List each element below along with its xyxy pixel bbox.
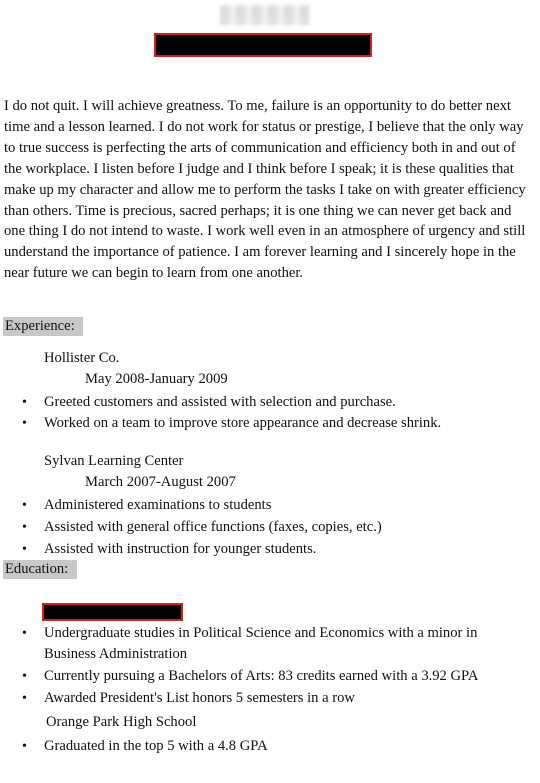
bullet-text: Administered examinations to students xyxy=(44,497,272,513)
school-name: Orange Park High School xyxy=(46,714,197,730)
blurred-name xyxy=(220,5,310,25)
employment-dates: March 2007-August 2007 xyxy=(85,474,236,490)
bullet-icon: • xyxy=(22,739,27,754)
bullet-text: Greeted customers and assisted with selection and purchase. xyxy=(44,394,396,410)
company-name: Sylvan Learning Center xyxy=(44,453,184,469)
list-item xyxy=(22,666,532,687)
bullet-icon: • xyxy=(22,542,27,557)
redacted-contact-bar xyxy=(154,33,372,57)
bullet-text: Awarded President's List honors 5 semesters in a row xyxy=(44,690,355,706)
company-name: Hollister Co. xyxy=(44,350,120,366)
bullet-icon: • xyxy=(22,669,27,684)
list-item xyxy=(22,392,532,413)
list-item xyxy=(22,688,532,709)
list-item xyxy=(22,736,532,757)
list-item xyxy=(22,413,532,434)
bullet-icon: • xyxy=(22,626,27,641)
list-item xyxy=(22,623,532,665)
education-heading: Education: xyxy=(3,560,77,579)
bullet-text: Graduated in the top 5 with a 4.8 GPA xyxy=(44,738,268,754)
bullet-text: Assisted with general office functions (faxes, copies, etc.) xyxy=(44,519,382,535)
experience-heading: Experience: xyxy=(3,317,83,336)
list-item xyxy=(22,495,532,516)
bullet-text: Assisted with instruction for younger students. xyxy=(44,541,317,557)
list-item xyxy=(22,539,532,560)
bullet-text: Currently pursuing a Bachelors of Arts: 83 credits earned with a 3.92 GPA xyxy=(44,668,479,684)
bullet-icon: • xyxy=(22,498,27,513)
bullet-text: Undergraduate studies in Political Science and Economics with a minor in Business Administration xyxy=(44,625,478,662)
bullet-text: Worked on a team to improve store appearance and decrease shrink. xyxy=(44,415,442,431)
bullet-icon: • xyxy=(22,520,27,535)
bullet-icon: • xyxy=(22,691,27,706)
employment-dates: May 2008-January 2009 xyxy=(85,371,228,387)
list-item xyxy=(22,517,532,538)
redacted-school-name xyxy=(42,603,183,621)
objective-paragraph: I do not quit. I will achieve greatness. To me, failure is an opportunity to do better next time and a lesson learned. I do not work for status or prestige, I believe that the only way to true success is perfecting the arts of communication and efficiency both in and out of the workplace. I listen before I judge and I think before I speak; it is these qualities that make up my character and allow me to perform the tasks I take on with greater efficiency than others. Time is precious, sacred perhaps; it is one thing we can never get back and one thing I do not intend to waste. I work well even in an atmosphere of urgency and still understand the importance of patience. I am forever learning and I sincerely hope in the near future we can begin to learn from one another. xyxy=(4,98,526,282)
bullet-icon: • xyxy=(22,395,27,410)
bullet-icon: • xyxy=(22,416,27,431)
